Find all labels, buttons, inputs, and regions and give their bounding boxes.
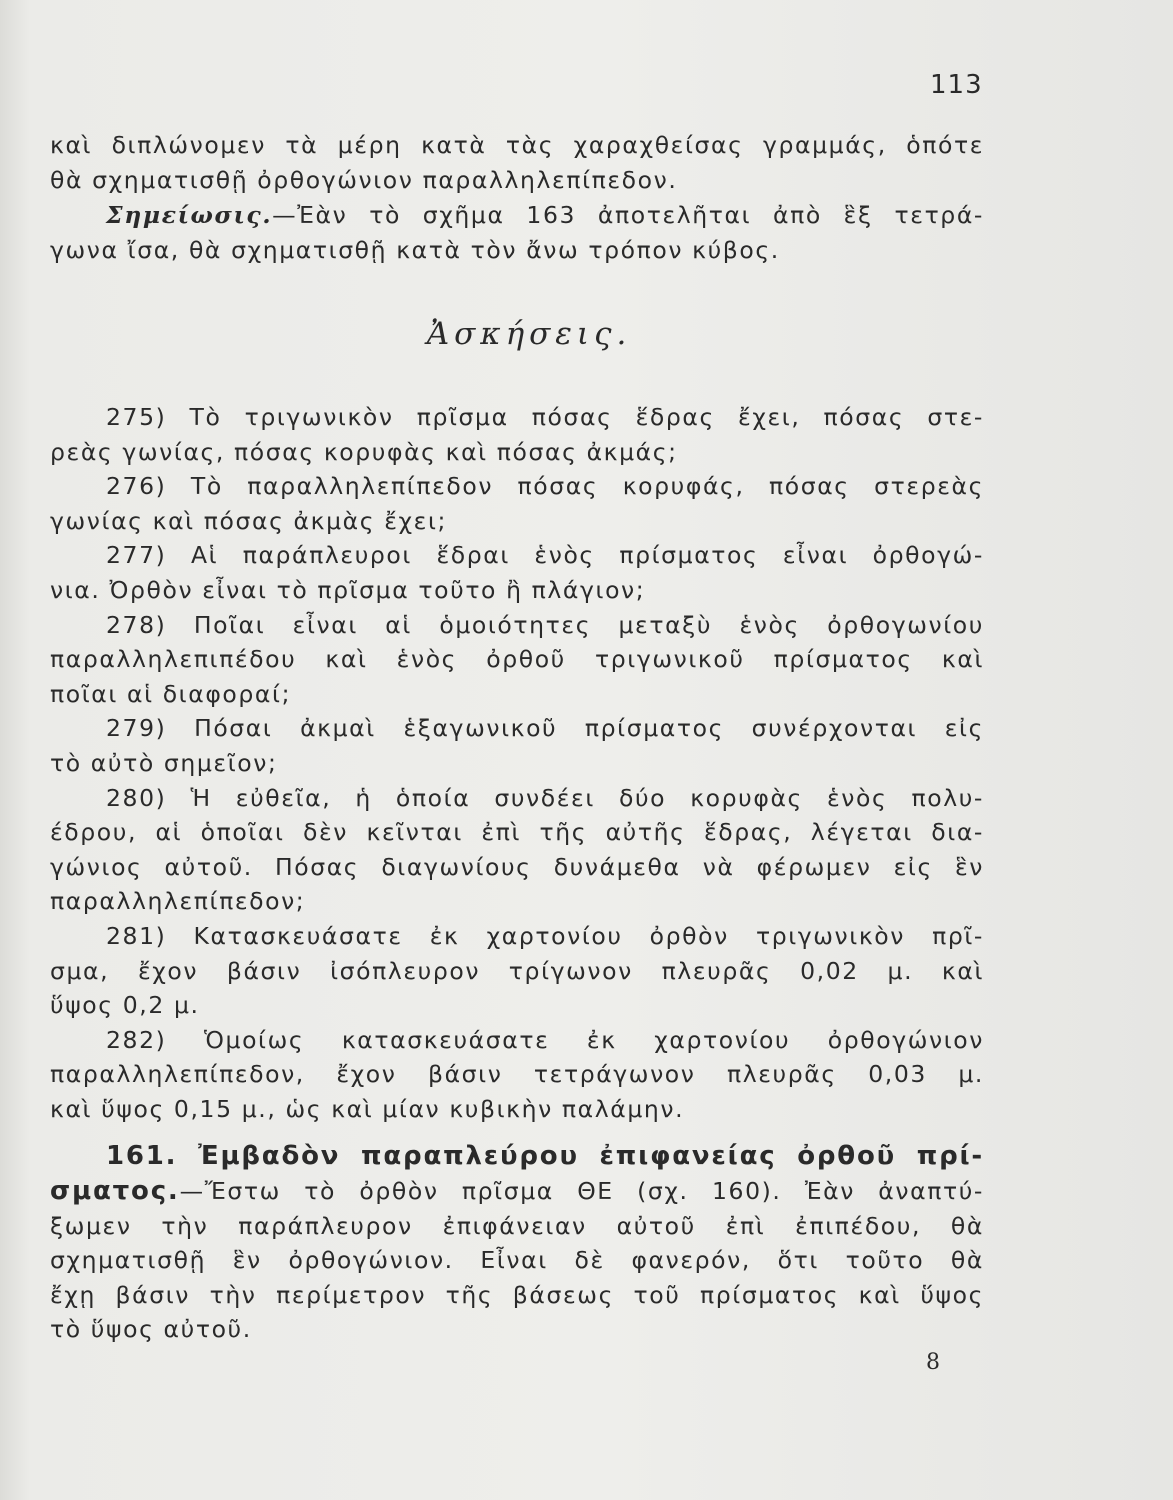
text-line: σχηματισθῇ ἓν ὀρθογώνιον. Εἶναι δὲ φανερόν, ὅτι τοῦτο θὰ: [50, 1246, 984, 1275]
text-line: 278) Ποῖαι εἶναι αἱ ὁμοιότητες μεταξὺ ἑνὸς ὀρθογωνίου: [106, 610, 984, 639]
text-line: ποῖαι αἱ διαφοραί;: [50, 679, 292, 708]
paragraph-heading: 161. Ἐμβαδὸν παραπλεύρου ἐπιφανείας ὀρθοῦ πρί-: [106, 1141, 984, 1171]
text-line: 279) Πόσαι ἀκμαὶ ἑξαγωνικοῦ πρίσματος συνέρχονται εἰς: [106, 714, 984, 743]
text-line: τὸ ὕψος αὐτοῦ.: [50, 1315, 252, 1344]
text-line: καὶ ὕψος 0,15 μ., ὡς καὶ μίαν κυβικὴν παλάμην.: [50, 1094, 685, 1123]
text-line: 282) Ὁμοίως κατασκευάσατε ἐκ χαρτονίου ὀρθογώνιον: [106, 1025, 984, 1054]
text-line: 277) Αἱ παράπλευροι ἕδραι ἑνὸς πρίσματος εἶναι ὀρθογώ-: [106, 541, 984, 570]
note-label: Σημείωσις.: [106, 201, 273, 229]
exercise-276: [50, 469, 984, 538]
text-line: [50, 1174, 984, 1209]
text-line: γωνα ἴσα, θὰ σχηματισθῇ κατὰ τὸν ἄνω τρόπον κύβος.: [50, 235, 780, 264]
exercise-280: [50, 781, 984, 919]
note-text: —Ἐὰν τὸ σχῆμα 163 ἀποτελῆται ἀπὸ ἓξ τετρά-: [272, 201, 984, 229]
text-line: παραλληλεπίπεδον;: [50, 887, 306, 916]
text-line: 275) Τὸ τριγωνικὸν πρῖσμα πόσας ἕδρας ἔχει, πόσας στε-: [106, 403, 984, 431]
exercise-281: [50, 919, 984, 1023]
exercise-279: [50, 711, 984, 780]
text-line: ξωμεν τὴν παράπλευρον ἐπιφάνειαν αὐτοῦ ἐπὶ ἐπιπέδου, θὰ: [50, 1211, 984, 1240]
page-number: 113: [930, 70, 983, 100]
exercise-275: [50, 400, 984, 469]
text-line: έδρου, αἱ ὁποῖαι δὲν κεῖνται ἐπὶ τῆς αὐτῆς ἕδρας, λέγεται δια-: [50, 818, 984, 847]
note-paragraph: [50, 198, 984, 267]
paragraph-heading-end: σματος.: [50, 1176, 180, 1206]
section-title: Ἀσκήσεις.: [426, 316, 632, 352]
text-line: καὶ διπλώνομεν τὰ μέρη κατὰ τὰς χαραχθείσας γραμμάς, ὁπότε: [50, 131, 984, 159]
text-line: γώνιος αὐτοῦ. Πόσας διαγωνίους δυνάμεθα νὰ φέρωμεν εἰς ἓν: [50, 852, 984, 881]
text-line: ἔχῃ βάσιν τὴν περίμετρον τῆς βάσεως τοῦ πρίσματος καὶ ὕψος: [50, 1280, 984, 1309]
exercise-282: [50, 1023, 984, 1127]
exercise-277: [50, 538, 984, 607]
text-line: παραλληλεπίπεδον, ἔχον βάσιν τετράγωνον πλευρᾶς 0,03 μ.: [50, 1060, 984, 1089]
text-line: νια. Ὀρθὸν εἶναι τὸ πρῖσμα τοῦτο ἢ πλάγιον;: [50, 575, 646, 604]
signature-mark: 8: [926, 1350, 940, 1375]
exercise-list: [50, 400, 984, 1126]
text-line: σμα, ἔχον βάσιν ἰσόπλευρον τρίγωνον πλευρᾶς 0,02 μ. καὶ: [50, 956, 984, 985]
text-line: 276) Τὸ παραλληλεπίπεδον πόσας κορυφάς, πόσας στερεὰς: [106, 472, 984, 501]
text-line: ὕψος 0,2 μ.: [50, 991, 200, 1020]
text-line: 281) Κατασκευάσατε ἐκ χαρτονίου ὀρθὸν τριγωνικὸν πρῖ-: [106, 921, 984, 950]
text-line: θὰ σχηματισθῇ ὀρθογώνιον παραλληλεπίπεδον.: [50, 165, 678, 194]
text-line: ρεὰς γωνίας, πόσας κορυφὰς καὶ πόσας ἀκμάς;: [50, 437, 678, 466]
text-line: τὸ αὐτὸ σημεῖον;: [50, 748, 278, 777]
intro-text: [50, 128, 984, 197]
exercise-278: [50, 608, 984, 712]
paragraph-161: [50, 1138, 984, 1347]
text-line: παραλληλεπιπέδου καὶ ἑνὸς ὀρθοῦ τριγωνικοῦ πρίσματος καὶ: [50, 645, 984, 674]
text-line: γωνίας καὶ πόσας ἀκμὰς ἔχει;: [50, 506, 448, 535]
text-line: [50, 198, 984, 233]
paragraph-text: —Ἔστω τὸ ὀρθὸν πρῖσμα ΘΕ (σχ. 160). Ἐὰν ἀναπτύ-: [179, 1177, 984, 1205]
text-line: 280) Ἡ εὐθεῖα, ἡ ὁποία συνδέει δύο κορυφὰς ἑνὸς πολυ-: [106, 783, 984, 812]
